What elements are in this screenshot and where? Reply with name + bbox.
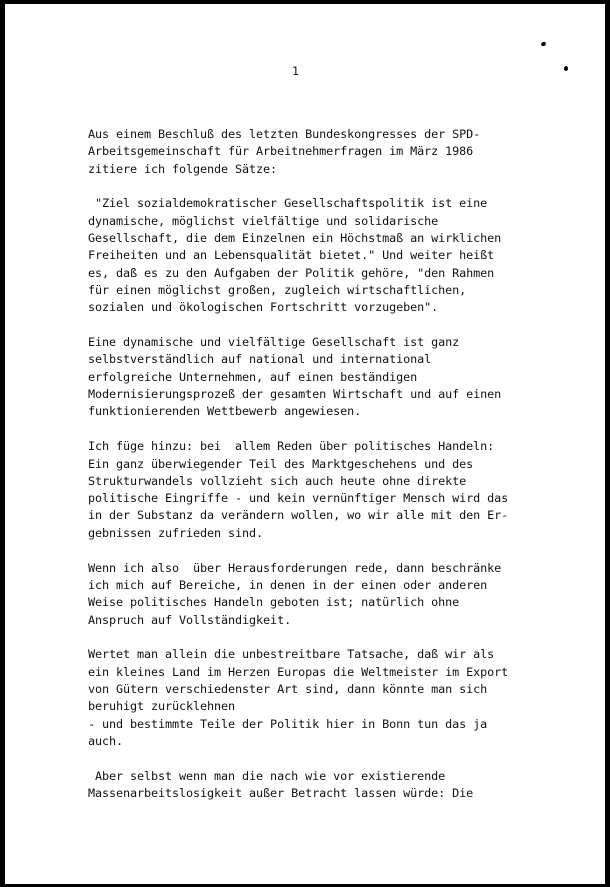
text-line: Wenn ich also über Herausforderungen rede, dann beschränke — [88, 560, 502, 575]
text-line: beruhigt zurücklehnen — [88, 699, 236, 714]
document-body — [88, 126, 568, 820]
text-line: Modernisierungsprozeß der gesamten Wirtschaft und auf einen — [88, 387, 502, 402]
text-line: Massenarbeitslosigkeit außer Betracht lassen würde: Die — [88, 786, 474, 801]
text-line: Gesellschaft, die dem Einzelnen ein Höchstmaß an wirklichen — [88, 231, 502, 246]
paragraph — [88, 768, 568, 803]
text-line: ich mich auf Bereiche, in denen in der einen oder anderen — [88, 577, 488, 592]
text-line: es, daß es zu den Aufgaben der Politik gehöre, "den Rahmen — [88, 265, 495, 280]
paragraph — [88, 334, 568, 420]
text-line: Aus einem Beschluß des letzten Bundeskongresses der SPD- — [88, 127, 481, 141]
text-line: politische Eingriffe - und kein vernünftiger Mensch wird das — [88, 491, 509, 506]
paragraph — [88, 646, 568, 750]
page-number: 1 — [292, 64, 299, 78]
text-line: Freiheiten und an Lebensqualität bietet." Und weiter heißt — [88, 248, 495, 263]
paragraph — [88, 560, 568, 629]
text-line: Weise politisches Handeln geboten ist; natürlich ohne — [88, 595, 460, 610]
text-line: Ein ganz überwiegender Teil des Marktgeschehens und des — [88, 456, 474, 471]
text-line: Aber selbst wenn man die nach wie vor existierende — [88, 768, 446, 783]
text-line: Ich füge hinzu: bei allem Reden über politisches Handeln: — [88, 439, 495, 454]
paragraph — [88, 126, 568, 178]
text-line: zitiere ich folgende Sätze: — [88, 161, 278, 176]
text-line: - und bestimmte Teile der Politik hier in Bonn tun das ja — [88, 716, 488, 731]
paragraph — [88, 195, 568, 316]
text-line: dynamische, möglichst vielfältige und solidarische — [88, 213, 439, 228]
paragraph — [88, 438, 568, 542]
scan-speck-mark — [564, 66, 568, 71]
text-line: Wertet man allein die unbestreitbare Tatsache, daß wir als — [88, 647, 495, 662]
text-line: gebnissen zufrieden sind. — [88, 525, 264, 540]
scan-speck-mark — [540, 41, 546, 47]
text-line: "Ziel sozialdemokratischer Gesellschaftspolitik ist eine — [88, 196, 488, 211]
text-line: Strukturwandels vollzieht sich auch heute ohne direkte — [88, 473, 467, 488]
text-line: erfolgreiche Unternehmen, auf einen beständigen — [88, 369, 418, 384]
text-line: sozialen und ökologischen Fortschritt vorzugeben". — [88, 300, 439, 315]
text-line: in der Substanz da verändern wollen, wo wir alle mit den Er- — [88, 508, 509, 523]
text-line: von Gütern verschiedenster Art sind, dann könnte man sich — [88, 681, 488, 696]
text-line: Anspruch auf Vollständigkeit. — [88, 612, 292, 627]
text-line: selbstverständlich auf national und international — [88, 352, 432, 367]
text-line: Arbeitsgemeinschaft für Arbeitnehmerfragen im März 1986 — [88, 144, 474, 159]
document-page — [5, 4, 605, 884]
text-line: funktionierenden Wettbewerb angewiesen. — [88, 404, 362, 419]
text-line: für einen möglichst großen, zugleich wirtschaftlichen, — [88, 282, 467, 297]
text-line: Eine dynamische und vielfältige Gesellschaft ist ganz — [88, 335, 460, 350]
text-line: auch. — [88, 733, 124, 748]
text-line: ein kleines Land im Herzen Europas die Weltmeister im Export — [88, 664, 509, 679]
